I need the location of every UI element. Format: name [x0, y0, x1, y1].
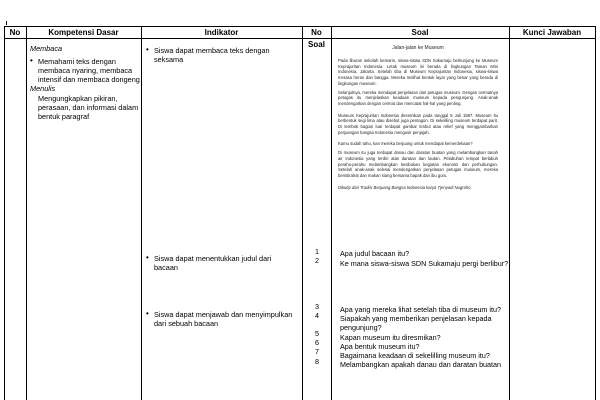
header-indikator: Indikator: [204, 28, 239, 37]
passage-source: Dikutip dari Tradisi Berjuang Bangsa Indonesia karya Tjenyadi Nugroho: [338, 184, 471, 190]
question-number: 4: [315, 311, 319, 320]
menulis-line-3: bentuk paragraf: [38, 112, 90, 121]
question-number: 8: [315, 357, 319, 366]
passage-paragraph-3: Museum Keprajuritan Indonesia diresmikan pada tanggal 5 Juli 1987. Museum itu berbentuk segi lima atau disebut juga pentagon. Di sekeliling museum terdapat parit. Di tembok bagian luar terdapat gambar timbul atau relief yang menggambarkan perjuangan bangsa Indonesia mengusir penjajah.: [338, 112, 498, 135]
question-number: 7: [315, 347, 319, 356]
header-soal: Soal: [411, 28, 429, 37]
question-text: Siapakah yang memberikan penjelasan kepada: [340, 314, 492, 323]
membaca-item-line-3: intensif dan membaca dongeng: [38, 75, 140, 84]
indikator-3-line-1: Siswa dapat menjawab dan menyimpulkan: [154, 310, 293, 319]
question-text: Apa yang mereka lihat setelah tiba di museum itu?: [340, 305, 502, 314]
table-left-border: [4, 26, 5, 400]
question-text: Kapan museum itu diresmikan?: [340, 333, 441, 342]
question-number: 1: [315, 247, 319, 256]
question-text: Ke mana siswa-siswa SDN Sukamaju pergi berlibur?: [340, 259, 509, 268]
bullet-icon: •: [146, 309, 149, 318]
menulis-line-2: perasaan, dan informasi dalam: [38, 103, 139, 112]
membaca-item-line-2: membaca nyaring, membaca: [38, 66, 133, 75]
membaca-item-line-1: Memahami teks dengan: [38, 57, 116, 66]
question-number: 5: [315, 329, 319, 338]
passage-paragraph-5: Di museum itu juga terdapat danau dan daratan buatan yang melambangkan tanah air Indonesia yang terdiri atas daratan dan lautan. Pelabuhan tempat berlabuh perahu-perahu melambangkan kesibukan kegiatan ekonomi dan perhubungan. Setelah anak-anak selesai mendengarkan penjelasan petugas museum, mereka beristirahat dan makan siang bersama bapak dan ibu guru.: [338, 150, 498, 178]
indikator-3-line-2: dari sebuah bacaan: [154, 319, 219, 328]
indikator-1-line-2: seksama: [154, 55, 184, 64]
question-text: Bagaimana keadaan di sekelilling museum itu?: [340, 351, 490, 360]
col-divider-3: [302, 26, 303, 400]
col-divider-1: [26, 26, 27, 400]
passage-paragraph-1: Pada liburan sekolah kemarin, siswa-siswa SDN Sukamaju berkunjung ke Museum Keprajuritan Indonesia. Letak museum ini berada di lingkungan Taman Mini Indonesia, Jakarta. Setelah tiba di Museum Keprajuritan Indonesia, siswa-siswa merasa heran dan bangga. Mereka melihat bentuk layar yang besar yang berada di lingkungan museum.: [338, 58, 498, 86]
col-divider-4: [331, 26, 332, 400]
passage-title: Jalan-jalan ke Museum: [392, 45, 444, 51]
question-text: pengunjung?: [340, 323, 382, 332]
question-number: 6: [315, 338, 319, 347]
membaca-heading: Membaca: [30, 44, 63, 53]
passage-paragraph-2: Selanjutnya, mereka mendapat penjelasan dari petugas museum. Dengan cermatnya petugas itu menjelaskan keadaan museum kepada pengunjung. Anak-anak mendengarkan dengan cermat dan mencatat hal-hal yang penting.: [338, 89, 498, 106]
reading-passage: [338, 58, 498, 193]
question-text: Melambangkan apakah danau dan daratan buatan: [340, 360, 502, 369]
menulis-line-1: Mengungkapkan pikiran,: [38, 94, 118, 103]
bullet-icon: •: [146, 253, 149, 262]
header-kunci-jawaban: Kunci Jawaban: [522, 28, 582, 37]
question-number: 2: [315, 256, 319, 265]
menulis-heading: Menulis: [30, 84, 56, 93]
indikator-2-line-1: Siswa dapat menentukkan judul dari: [154, 254, 272, 263]
bullet-icon: •: [146, 45, 149, 54]
indikator-2-line-2: bacaan: [154, 263, 178, 272]
question-text: Apa judul bacaan itu?: [340, 249, 410, 258]
indikator-1-line-1: Siswa dapat membaca teks dengan: [154, 46, 270, 55]
passage-paragraph-4: Kamu sudah tahu, kan mereka berjuang untuk mendapat kemerdekaan?: [338, 141, 473, 147]
corner-mark: [6, 21, 7, 25]
header-no: No: [9, 28, 21, 37]
header-no-soal: No Soal: [308, 28, 325, 49]
table-right-border: [595, 26, 596, 400]
question-text: Apa bentuk museum itu?: [340, 342, 420, 351]
bullet-icon: •: [30, 56, 33, 65]
col-divider-2: [141, 26, 142, 400]
header-kompetensi: Kompetensi Dasar: [48, 28, 119, 37]
question-number: 3: [315, 302, 319, 311]
